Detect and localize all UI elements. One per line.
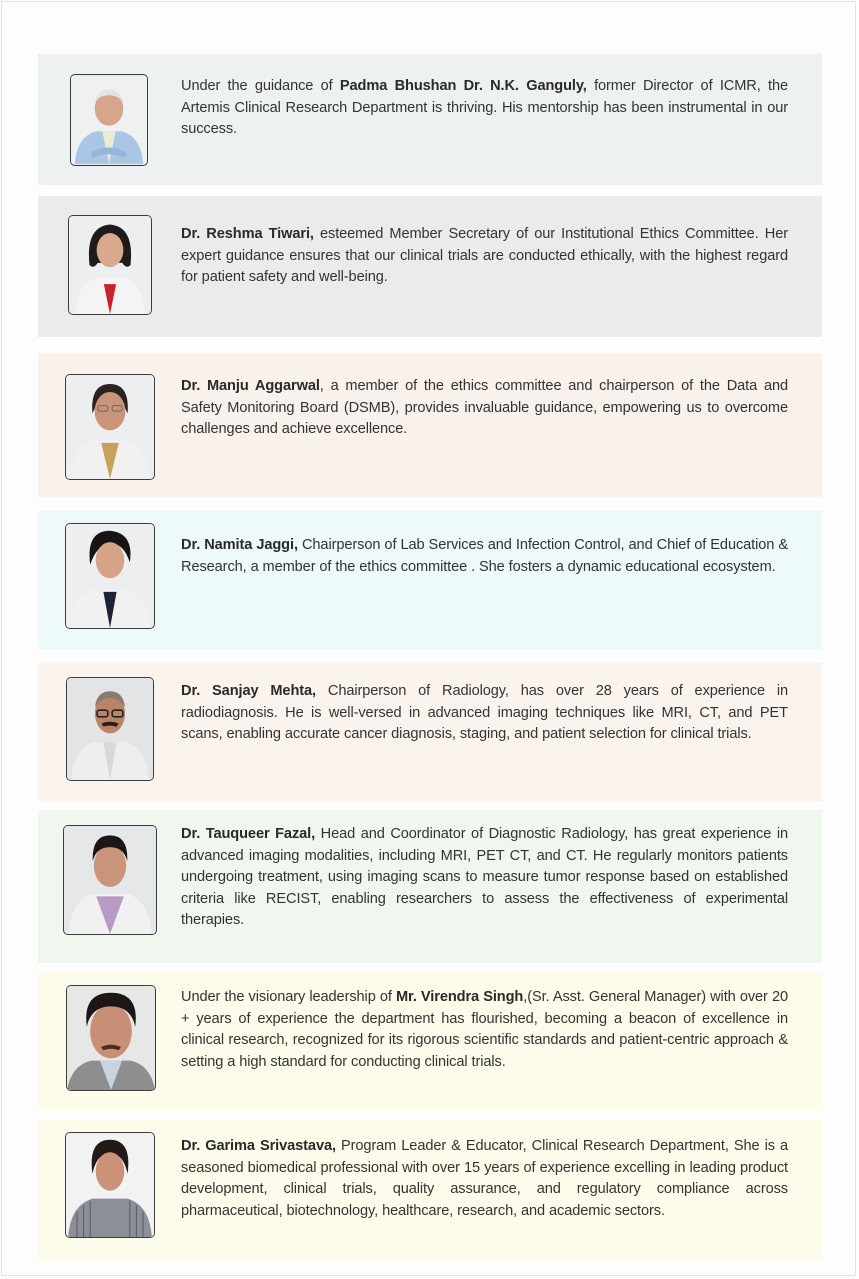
portrait-photo-jaggi	[65, 523, 155, 629]
profile-card-ganguly	[38, 54, 822, 185]
profile-text	[181, 681, 788, 746]
portrait-icon	[67, 986, 155, 1090]
portrait-photo-singh	[66, 985, 156, 1091]
portrait-icon	[66, 524, 154, 628]
profile-text	[181, 824, 788, 932]
profile-name: Dr. Manju Aggarwal	[181, 378, 320, 394]
portrait-icon	[66, 375, 154, 479]
profile-name: Mr. Virendra Singh	[395, 989, 524, 1005]
portrait-photo-aggarwal	[65, 374, 155, 480]
profile-text	[181, 535, 788, 578]
profile-card-srivastava	[38, 1120, 822, 1261]
profile-name: Dr. Namita Jaggi,	[181, 537, 298, 553]
profile-name: Dr. Tauqueer Fazal,	[181, 826, 316, 842]
profile-text	[181, 224, 788, 289]
profile-description: ,(Sr. Asst. General Manager) with over 20 + years of experience the department has flourished, becoming a beacon of excellence in clinical research, recognized for its rigorous scientific standards and patient-centric approach & setting a high standard for conducting clinical trials.	[181, 989, 788, 1070]
profile-text	[181, 987, 788, 1073]
profile-card-tiwari	[38, 196, 822, 337]
portrait-photo-ganguly	[70, 74, 148, 166]
profile-intro: Under the guidance of	[181, 78, 340, 94]
profile-text	[181, 376, 788, 441]
profile-text	[181, 1136, 788, 1222]
portrait-icon	[67, 678, 153, 780]
profile-card-fazal	[38, 810, 822, 963]
profile-name: Dr. Reshma Tiwari,	[181, 226, 314, 242]
profile-description: Chairperson of Radiology, has over 28 years of experience in radiodiagnosis. He is well-versed in advanced imaging techniques like MRI, CT, and PET scans, enabling accurate cancer diagnosis, staging, and patient selection for clinical trials.	[181, 683, 788, 743]
portrait-photo-srivastava	[65, 1132, 155, 1238]
profile-card-jaggi	[38, 511, 822, 650]
profile-card-singh	[38, 972, 822, 1110]
profile-card-mehta	[38, 663, 822, 801]
page-frame	[1, 1, 856, 1276]
portrait-photo-mehta	[66, 677, 154, 781]
portrait-icon	[64, 826, 156, 934]
profile-card-aggarwal	[38, 353, 822, 497]
profile-text	[181, 76, 788, 141]
portrait-icon	[66, 1133, 154, 1237]
portrait-icon	[69, 216, 151, 314]
portrait-photo-fazal	[63, 825, 157, 935]
profile-name: Dr. Sanjay Mehta,	[181, 683, 316, 699]
profile-description: former Director of ICMR, the Artemis Clinical Research Department is thriving. His mentorship has been instrumental in our success.	[181, 78, 788, 138]
profile-name: Padma Bhushan Dr. N.K. Ganguly,	[339, 78, 587, 94]
profile-description: Chairperson of Lab Services and Infection Control, and Chief of Education & Research, a member of the ethics committee . She fosters a dynamic educational ecosystem.	[181, 537, 788, 575]
profile-description: esteemed Member Secretary of our Institutional Ethics Committee. Her expert guidance ensures that our clinical trials are conducted ethically, with the highest regard for patient safety and well-being.	[181, 226, 788, 286]
profile-description: Head and Coordinator of Diagnostic Radiology, has great experience in advanced imaging modalities, including MRI, PET CT, and CT. He regularly monitors patients undergoing treatment, using imaging scans to measure tumor response based on established criteria like RECIST, enabling researchers to assess the effectiveness of experimental therapies.	[181, 826, 789, 929]
profile-intro: Under the visionary leadership of	[181, 989, 396, 1005]
profile-description: Program Leader & Educator, Clinical Research Department, She is a seasoned biomedical professional with over 15 years of experience excelling in leading product development, clinical trials, quality assurance, and regulatory compliance across pharmaceutical, biotechnology, healthcare, research, and academic sectors.	[181, 1138, 788, 1219]
portrait-icon	[71, 75, 147, 165]
profile-description: , a member of the ethics committee and chairperson of the Data and Safety Monitoring Board (DSMB), provides invaluable guidance, empowering us to overcome challenges and achieve excellence.	[181, 378, 788, 438]
portrait-photo-tiwari	[68, 215, 152, 315]
profile-name: Dr. Garima Srivastava,	[181, 1138, 336, 1154]
